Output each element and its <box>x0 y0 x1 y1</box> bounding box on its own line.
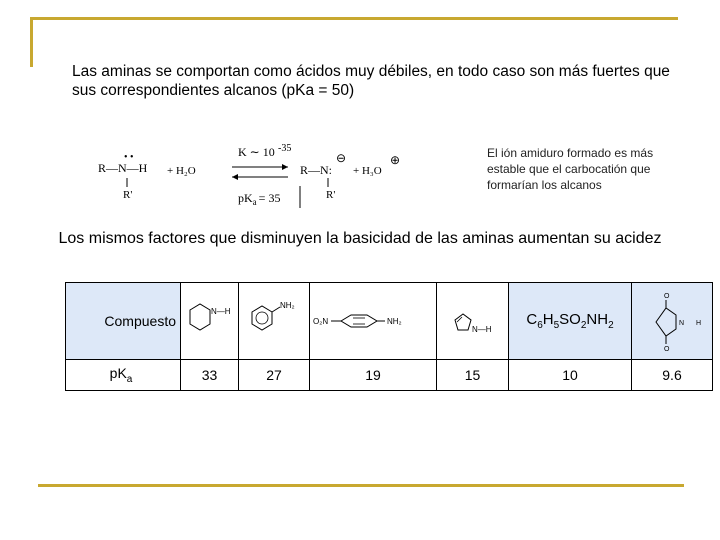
svg-text:O: O <box>664 293 670 300</box>
k-label: K ∼ 10 <box>238 145 275 159</box>
piperidine-structure <box>181 283 239 360</box>
svg-text:N—H: N—H <box>471 325 492 334</box>
pka-value: 10 <box>509 360 632 391</box>
pka-value: 15 <box>437 360 509 391</box>
svg-text:O₂N: O₂N <box>313 317 329 326</box>
plus-charge: ⊕ <box>390 153 401 167</box>
frame-left-line <box>30 17 33 67</box>
frame-top-line <box>30 17 678 20</box>
water-label: + H₂O <box>167 165 196 177</box>
amide-label: R—N: <box>300 163 333 177</box>
svg-text:• •: • • <box>124 152 134 163</box>
frame-bottom-line <box>38 484 684 487</box>
svg-text:H: H <box>696 320 702 327</box>
acid-base-reaction <box>90 140 420 210</box>
pka-value: 9.6 <box>632 360 713 391</box>
pka-header: $pK_a$ <box>66 360 181 391</box>
amide-r-prime: R' <box>326 189 336 201</box>
pyrrole-structure <box>437 283 509 360</box>
aniline-structure <box>239 283 310 360</box>
pka-value: 33 <box>181 360 239 391</box>
benzenesulfonamide-formula: $C_6H_5SO_2NH_2$ <box>509 283 632 360</box>
compound-row <box>66 283 713 360</box>
k-exponent: -35 <box>278 143 292 154</box>
pka-row <box>66 360 713 391</box>
succinimide-structure <box>632 283 713 360</box>
pka-comparison-table <box>65 282 713 391</box>
pka-value: 27 <box>239 360 310 391</box>
svg-text:NH₂: NH₂ <box>387 317 402 326</box>
intro-text: Las aminas se comportan como ácidos muy débiles, en todo caso son más fuertes que sus correspondientes alcanos (pKa = 50) <box>72 63 670 99</box>
amide-stability-note: El ión amiduro formado es más estable que el carbocatión que formarían los alcanos <box>487 146 654 192</box>
svg-text:O: O <box>664 346 670 353</box>
compound-header: Compuesto <box>66 283 181 360</box>
svg-text:NH₂: NH₂ <box>280 301 295 310</box>
amine-label: R—N—H <box>98 161 148 175</box>
amine-r-prime: R' <box>123 189 133 201</box>
minus-charge: ⊖ <box>336 151 347 165</box>
hydronium-label: + H₃O <box>353 165 382 177</box>
nitroaniline-structure <box>310 283 437 360</box>
svg-text:N: N <box>679 320 685 327</box>
pka-value: 19 <box>310 360 437 391</box>
pka-label: $pK_a = 35$ <box>238 191 281 207</box>
acidity-heading: Los mismos factores que disminuyen la basicidad de las aminas aumentan su acidez <box>58 230 662 247</box>
svg-text:N—H: N—H <box>210 307 231 316</box>
